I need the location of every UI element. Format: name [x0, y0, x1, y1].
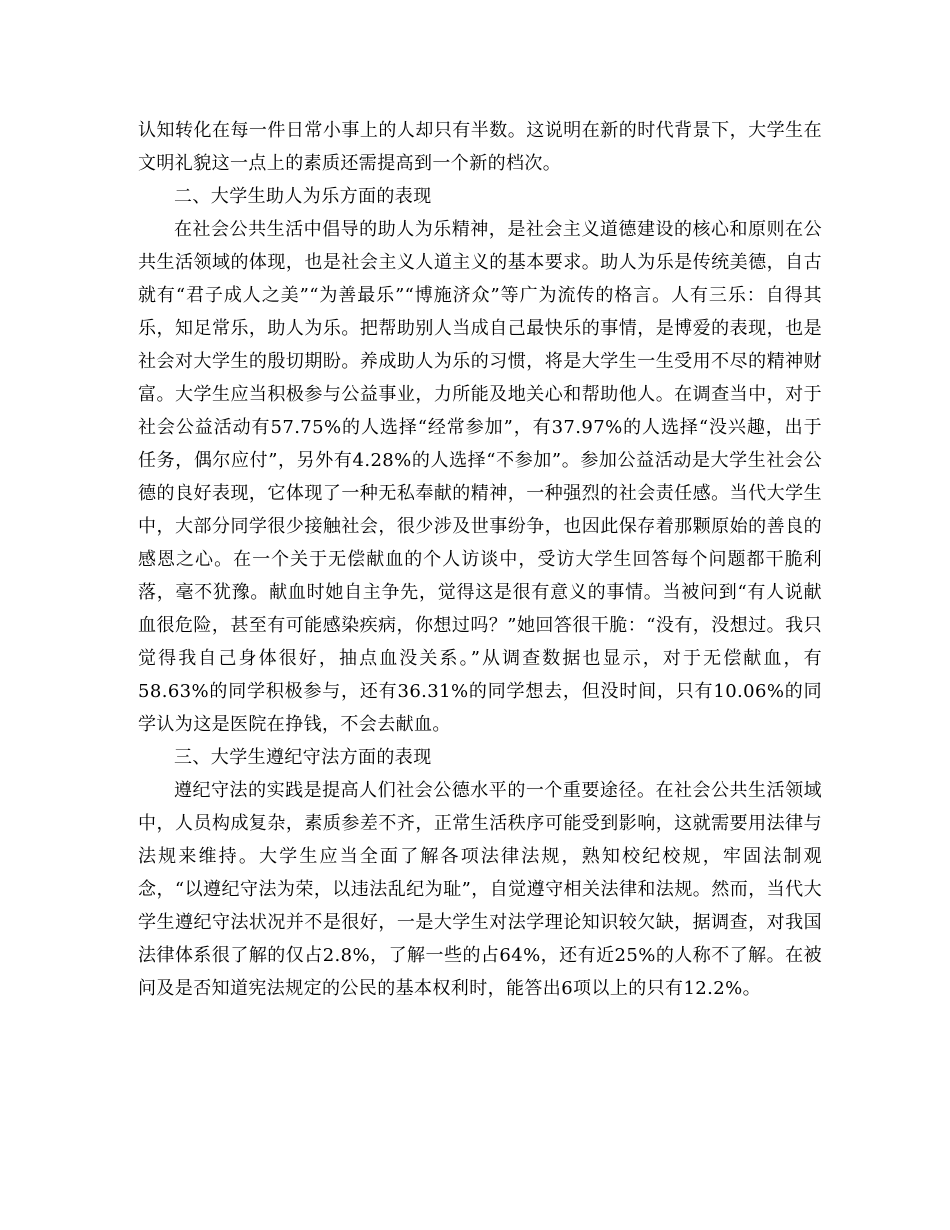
section-heading-law-abiding: 三、大学生遵纪守法方面的表现: [174, 747, 432, 768]
paragraph-intro-continuation: 认知转化在每一件日常小事上的人却只有半数。这说明在新的时代背景下，大学生在文明礼貌这一点上的素质还需提高到一个新的档次。: [138, 120, 822, 174]
document-body: [138, 114, 822, 1005]
section-heading-helping-others: 二、大学生助人为乐方面的表现: [174, 186, 432, 207]
paragraph-law-abiding: 遵纪守法的实践是提高人们社会公德水平的一个重要途径。在社会公共生活领域中，人员构成复杂，素质参差不齐，正常生活秩序可能受到影响，这就需要用法律与法规来维持。大学生应当全面了解各项法律法规，熟知校纪校规，牢固法制观念，“以遵纪守法为荣，以违法乱纪为耻”，自觉遵守相关法律和法规。然而，当代大学生遵纪守法状况并不是很好，一是大学生对法学理论知识较欠缺，据调查，对我国法律体系很了解的仅占2.8%，了解一些的占64%，还有近25%的人称不了解。在被问及是否知道宪法规定的公民的基本权利时，能答出6项以上的只有12.2%。: [138, 780, 822, 999]
paragraph-helping-others: 在社会公共生活中倡导的助人为乐精神，是社会主义道德建设的核心和原则在公共生活领域的体现，也是社会主义人道主义的基本要求。助人为乐是传统美德，自古就有“君子成人之美”“为善最乐”“博施济众”等广为流传的格言。人有三乐：自得其乐，知足常乐，助人为乐。把帮助别人当成自己最快乐的事情，是博爱的表现，也是社会对大学生的殷切期盼。养成助人为乐的习惯，将是大学生一生受用不尽的精神财富。大学生应当积极参与公益事业，力所能及地关心和帮助他人。在调查当中，对于社会公益活动有57.75%的人选择“经常参加”，有37.97%的人选择“没兴趣，出于任务，偶尔应付”，另外有4.28%的人选择“不参加”。参加公益活动是大学生社会公德的良好表现，它体现了一种无私奉献的精神，一种强烈的社会责任感。当代大学生中，大部分同学很少接触社会，很少涉及世事纷争，也因此保存着那颗原始的善良的感恩之心。在一个关于无偿献血的个人访谈中，受访大学生回答每个问题都干脆利落，毫不犹豫。献血时她自主争先，觉得这是很有意义的事情。当被问到“有人说献血很危险，甚至有可能感染疾病，你想过吗？”她回答很干脆：“没有，没想过。我只觉得我自己身体很好，抽点血没关系。”从调查数据也显示，对于无偿献血，有58.63%的同学积极参与，还有36.31%的同学想去，但没时间，只有10.06%的同学认为这是医院在挣钱，不会去献血。: [138, 219, 822, 735]
